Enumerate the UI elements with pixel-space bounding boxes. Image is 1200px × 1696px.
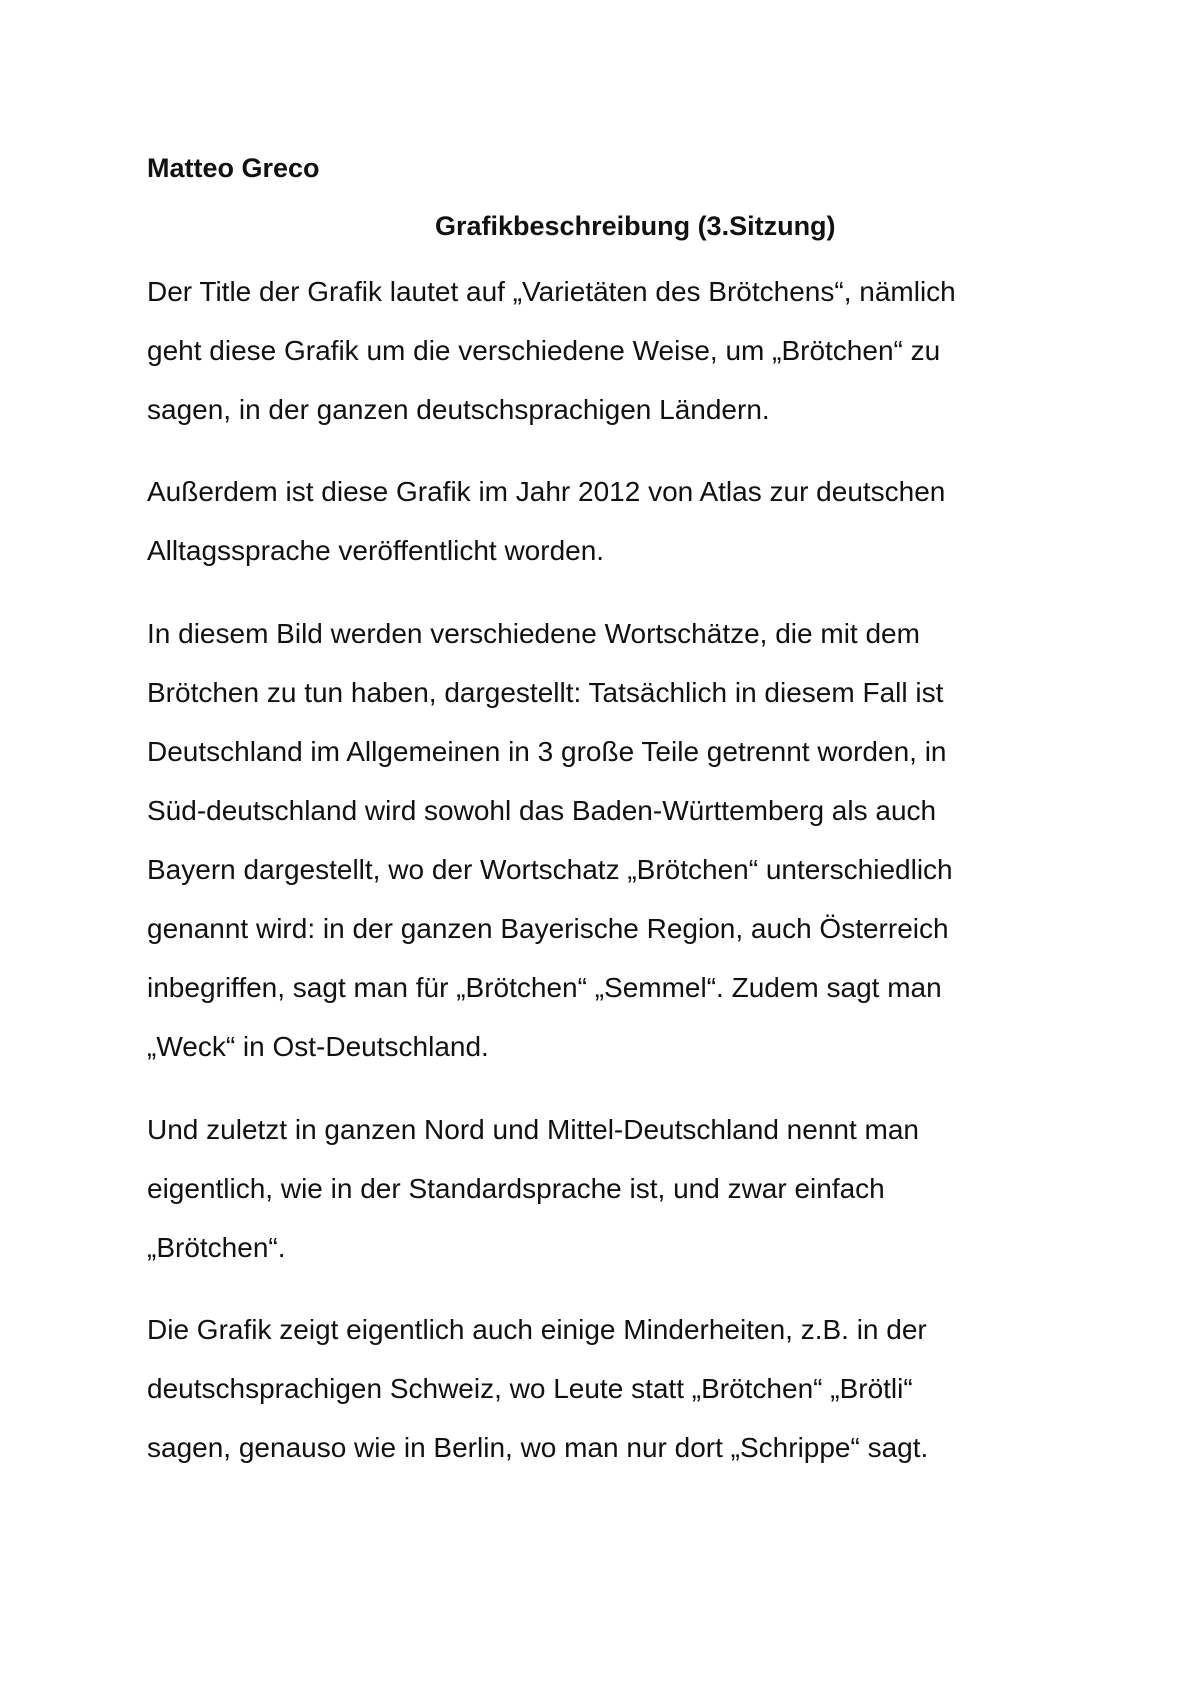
paragraph-2-line-2: Alltagssprache veröffentlicht worden. [147, 535, 605, 566]
document-title: Grafikbeschreibung (3.Sitzung) [435, 211, 836, 241]
paragraph-1-line-2: geht diese Grafik um die verschiedene Weise, um „Brötchen“ zu [147, 335, 941, 366]
paragraph-1-line-3: sagen, in der ganzen deutschsprachigen Ländern. [147, 394, 770, 425]
paragraph-4-line-1: Und zuletzt in ganzen Nord und Mittel-Deutschland nennt man [147, 1114, 919, 1145]
paragraph-3-line-8: „Weck“ in Ost-Deutschland. [147, 1031, 489, 1062]
paragraph-1-line-1: Der Title der Grafik lautet auf „Varietäten des Brötchens“, nämlich [147, 276, 956, 307]
paragraph-2-line-1: Außerdem ist diese Grafik im Jahr 2012 von Atlas zur deutschen [147, 476, 946, 507]
paragraph-5-line-3: sagen, genauso wie in Berlin, wo man nur dort „Schrippe“ sagt. [147, 1432, 929, 1463]
paragraph-3-line-4: Süd-deutschland wird sowohl das Baden-Württemberg als auch [147, 795, 937, 826]
paragraph-3-line-5: Bayern dargestellt, wo der Wortschatz „Brötchen“ unterschiedlich [147, 854, 953, 885]
paragraph-3-line-3: Deutschland im Allgemeinen in 3 große Teile getrennt worden, in [147, 736, 947, 767]
paragraph-5-line-2: deutschsprachigen Schweiz, wo Leute statt „Brötchen“ „Brötli“ [147, 1373, 913, 1404]
paragraph-4-line-3: „Brötchen“. [147, 1232, 286, 1263]
author-name: Matteo Greco [147, 153, 320, 183]
paragraph-4-line-2: eigentlich, wie in der Standardsprache ist, und zwar einfach [147, 1173, 885, 1204]
paragraph-3-line-1: In diesem Bild werden verschiedene Wortschätze, die mit dem [147, 618, 920, 649]
paragraph-3-line-2: Brötchen zu tun haben, dargestellt: Tatsächlich in diesem Fall ist [147, 677, 944, 708]
paragraph-3-line-6: genannt wird: in der ganzen Bayerische Region, auch Österreich [147, 913, 949, 944]
paragraph-5-line-1: Die Grafik zeigt eigentlich auch einige Minderheiten, z.B. in der [147, 1314, 927, 1345]
paragraph-3-line-7: inbegriffen, sagt man für „Brötchen“ „Semmel“. Zudem sagt man [147, 972, 942, 1003]
